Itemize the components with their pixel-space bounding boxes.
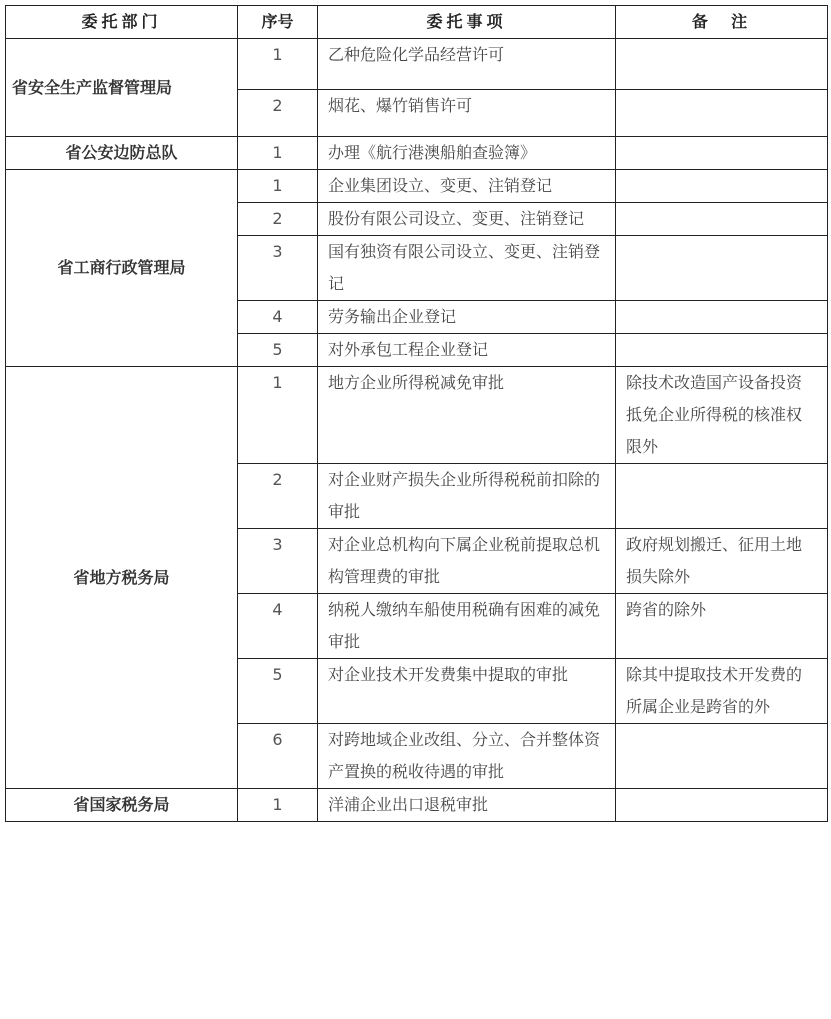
- item-cell: 办理《航行港澳船舶查验簿》: [318, 137, 616, 170]
- num-cell: 1: [238, 39, 318, 90]
- num-cell: 5: [238, 659, 318, 724]
- header-dept: 委托部门: [6, 6, 238, 39]
- note-cell: [616, 90, 828, 137]
- note-cell: [616, 334, 828, 367]
- num-cell: 2: [238, 464, 318, 529]
- note-cell: [616, 137, 828, 170]
- table-row: [6, 789, 828, 822]
- delegation-table: [5, 5, 828, 822]
- note-cell: [616, 301, 828, 334]
- dept-cell: 省国家税务局: [6, 789, 238, 822]
- table-row: [6, 39, 828, 90]
- dept-cell: 省公安边防总队: [6, 137, 238, 170]
- item-cell: 对企业总机构向下属企业税前提取总机构管理费的审批: [318, 529, 616, 594]
- dept-cell: 省工商行政管理局: [6, 170, 238, 367]
- item-cell: 洋浦企业出口退税审批: [318, 789, 616, 822]
- num-cell: 1: [238, 367, 318, 464]
- note-cell: [616, 236, 828, 301]
- table-row: [6, 170, 828, 203]
- num-cell: 4: [238, 594, 318, 659]
- item-cell: 对跨地域企业改组、分立、合并整体资产置换的税收待遇的审批: [318, 724, 616, 789]
- item-cell: 地方企业所得税减免审批: [318, 367, 616, 464]
- item-cell: 烟花、爆竹销售许可: [318, 90, 616, 137]
- item-cell: 乙种危险化学品经营许可: [318, 39, 616, 90]
- item-cell: 企业集团设立、变更、注销登记: [318, 170, 616, 203]
- num-cell: 2: [238, 203, 318, 236]
- item-cell: 对企业财产损失企业所得税税前扣除的审批: [318, 464, 616, 529]
- item-cell: 国有独资有限公司设立、变更、注销登记: [318, 236, 616, 301]
- header-row: [6, 6, 828, 39]
- note-cell: 除其中提取技术开发费的所属企业是跨省的外: [616, 659, 828, 724]
- num-cell: 6: [238, 724, 318, 789]
- header-item: 委托事项: [318, 6, 616, 39]
- note-cell: [616, 724, 828, 789]
- num-cell: 3: [238, 529, 318, 594]
- note-cell: [616, 170, 828, 203]
- num-cell: 3: [238, 236, 318, 301]
- num-cell: 1: [238, 170, 318, 203]
- num-cell: 1: [238, 789, 318, 822]
- header-num: 序号: [238, 6, 318, 39]
- note-cell: 政府规划搬迁、征用土地损失除外: [616, 529, 828, 594]
- note-cell: 除技术改造国产设备投资抵免企业所得税的核准权限外: [616, 367, 828, 464]
- item-cell: 对外承包工程企业登记: [318, 334, 616, 367]
- dept-cell: 省地方税务局: [6, 367, 238, 789]
- num-cell: 2: [238, 90, 318, 137]
- item-cell: 股份有限公司设立、变更、注销登记: [318, 203, 616, 236]
- note-cell: [616, 203, 828, 236]
- item-cell: 对企业技术开发费集中提取的审批: [318, 659, 616, 724]
- note-cell: 跨省的除外: [616, 594, 828, 659]
- item-cell: 纳税人缴纳车船使用税确有困难的减免审批: [318, 594, 616, 659]
- note-cell: [616, 39, 828, 90]
- item-cell: 劳务输出企业登记: [318, 301, 616, 334]
- note-cell: [616, 789, 828, 822]
- num-cell: 4: [238, 301, 318, 334]
- dept-cell: 省安全生产监督管理局: [6, 39, 238, 137]
- note-cell: [616, 464, 828, 529]
- table-row: [6, 367, 828, 464]
- num-cell: 1: [238, 137, 318, 170]
- num-cell: 5: [238, 334, 318, 367]
- table-row: [6, 137, 828, 170]
- header-note: 备 注: [616, 6, 828, 39]
